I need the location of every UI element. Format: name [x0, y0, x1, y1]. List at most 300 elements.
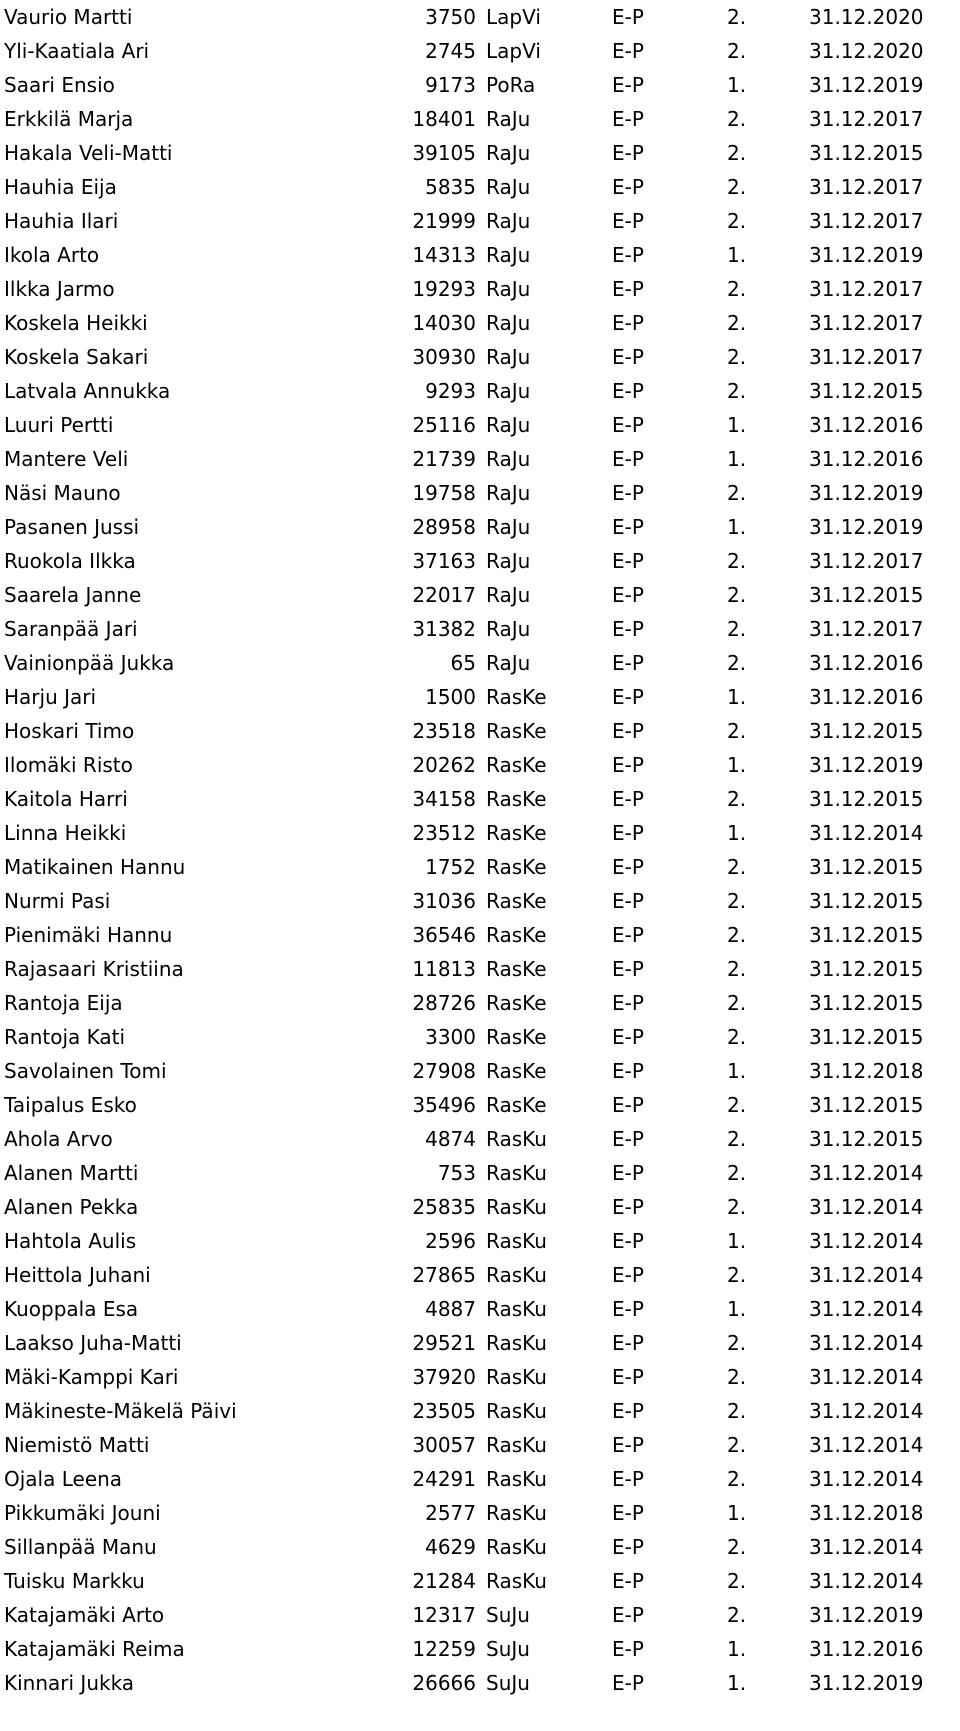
- table-row: [0, 918, 960, 952]
- club-code: RasKu: [486, 1161, 547, 1185]
- class-code: E-P: [612, 957, 644, 981]
- order-number: 2.: [727, 481, 747, 505]
- class-code: E-P: [612, 1331, 644, 1355]
- table-row: [0, 884, 960, 918]
- person-name: Ikola Arto: [4, 243, 100, 267]
- club-code: RasKe: [486, 1093, 547, 1117]
- club-code: RasKu: [486, 1501, 547, 1525]
- person-name: Koskela Heikki: [4, 311, 148, 335]
- person-name: Katajamäki Reima: [4, 1637, 185, 1661]
- person-name: Hauhia Ilari: [4, 209, 119, 233]
- member-number: 4629: [425, 1535, 476, 1559]
- table-row: [0, 612, 960, 646]
- table-row: [0, 1224, 960, 1258]
- valid-until-date: 31.12.2015: [809, 923, 924, 947]
- table-row: [0, 1190, 960, 1224]
- order-number: 2.: [727, 1569, 747, 1593]
- valid-until-date: 31.12.2017: [809, 549, 924, 573]
- table-row: [0, 782, 960, 816]
- member-number: 18401: [412, 107, 476, 131]
- table-row: [0, 1292, 960, 1326]
- valid-until-date: 31.12.2016: [809, 651, 924, 675]
- person-name: Mäkineste-Mäkelä Päivi: [4, 1399, 237, 1423]
- club-code: RaJu: [486, 345, 531, 369]
- club-code: RaJu: [486, 311, 531, 335]
- table-row: [0, 1156, 960, 1190]
- member-number: 23512: [412, 821, 476, 845]
- valid-until-date: 31.12.2020: [809, 39, 924, 63]
- order-number: 1.: [727, 1637, 747, 1661]
- member-number: 9293: [425, 379, 476, 403]
- table-row: [0, 476, 960, 510]
- club-code: RasKe: [486, 787, 547, 811]
- club-code: RasKe: [486, 1025, 547, 1049]
- member-number: 25116: [412, 413, 476, 437]
- person-name: Koskela Sakari: [4, 345, 149, 369]
- valid-until-date: 31.12.2014: [809, 1433, 924, 1457]
- club-code: RasKe: [486, 889, 547, 913]
- order-number: 2.: [727, 1433, 747, 1457]
- club-code: RaJu: [486, 651, 531, 675]
- club-code: RasKe: [486, 991, 547, 1015]
- table-row: [0, 1360, 960, 1394]
- member-number: 37163: [412, 549, 476, 573]
- class-code: E-P: [612, 1127, 644, 1151]
- table-row: [0, 646, 960, 680]
- club-code: RasKu: [486, 1297, 547, 1321]
- member-number: 2745: [425, 39, 476, 63]
- order-number: 2.: [727, 1535, 747, 1559]
- club-code: RasKu: [486, 1365, 547, 1389]
- member-number: 3300: [425, 1025, 476, 1049]
- valid-until-date: 31.12.2015: [809, 719, 924, 743]
- person-name: Pikkumäki Jouni: [4, 1501, 161, 1525]
- table-row: [0, 1394, 960, 1428]
- class-code: E-P: [612, 1025, 644, 1049]
- valid-until-date: 31.12.2019: [809, 753, 924, 777]
- valid-until-date: 31.12.2019: [809, 1671, 924, 1695]
- table-row: [0, 1666, 960, 1700]
- class-code: E-P: [612, 1535, 644, 1559]
- order-number: 2.: [727, 141, 747, 165]
- valid-until-date: 31.12.2015: [809, 991, 924, 1015]
- member-number: 9173: [425, 73, 476, 97]
- person-name: Pasanen Jussi: [4, 515, 140, 539]
- table-row: [0, 1564, 960, 1598]
- club-code: PoRa: [486, 73, 536, 97]
- valid-until-date: 31.12.2017: [809, 107, 924, 131]
- class-code: E-P: [612, 651, 644, 675]
- table-row: [0, 748, 960, 782]
- class-code: E-P: [612, 991, 644, 1015]
- valid-until-date: 31.12.2017: [809, 175, 924, 199]
- person-name: Vaurio Martti: [4, 5, 133, 29]
- person-name: Tuisku Markku: [4, 1569, 145, 1593]
- class-code: E-P: [612, 923, 644, 947]
- person-name: Mäki-Kamppi Kari: [4, 1365, 179, 1389]
- table-row: [0, 170, 960, 204]
- person-name: Näsi Mauno: [4, 481, 121, 505]
- table-row: [0, 34, 960, 68]
- member-number: 753: [437, 1161, 476, 1185]
- valid-until-date: 31.12.2014: [809, 821, 924, 845]
- valid-until-date: 31.12.2017: [809, 209, 924, 233]
- person-name: Alanen Pekka: [4, 1195, 139, 1219]
- member-number: 22017: [412, 583, 476, 607]
- order-number: 1.: [727, 447, 747, 471]
- club-code: RaJu: [486, 617, 531, 641]
- table-row: [0, 238, 960, 272]
- member-number: 1752: [425, 855, 476, 879]
- person-name: Hauhia Eija: [4, 175, 117, 199]
- member-number: 37920: [412, 1365, 476, 1389]
- person-name: Saari Ensio: [4, 73, 115, 97]
- club-code: RasKu: [486, 1229, 547, 1253]
- order-number: 2.: [727, 107, 747, 131]
- order-number: 2.: [727, 1127, 747, 1151]
- class-code: E-P: [612, 1195, 644, 1219]
- club-code: RaJu: [486, 107, 531, 131]
- club-code: LapVi: [486, 5, 541, 29]
- table-row: [0, 136, 960, 170]
- table-row: [0, 544, 960, 578]
- person-name: Alanen Martti: [4, 1161, 139, 1185]
- club-code: SuJu: [486, 1603, 530, 1627]
- member-number: 4874: [425, 1127, 476, 1151]
- valid-until-date: 31.12.2016: [809, 1637, 924, 1661]
- order-number: 1.: [727, 73, 747, 97]
- valid-until-date: 31.12.2018: [809, 1059, 924, 1083]
- order-number: 2.: [727, 1399, 747, 1423]
- order-number: 2.: [727, 1467, 747, 1491]
- table-row: [0, 1598, 960, 1632]
- table-row: [0, 340, 960, 374]
- class-code: E-P: [612, 1229, 644, 1253]
- order-number: 2.: [727, 311, 747, 335]
- member-number: 30930: [412, 345, 476, 369]
- club-code: RasKe: [486, 685, 547, 709]
- class-code: E-P: [612, 5, 644, 29]
- table-row: [0, 714, 960, 748]
- order-number: 2.: [727, 277, 747, 301]
- member-number: 31382: [412, 617, 476, 641]
- valid-until-date: 31.12.2019: [809, 73, 924, 97]
- class-code: E-P: [612, 379, 644, 403]
- member-number: 29521: [412, 1331, 476, 1355]
- club-code: RasKu: [486, 1433, 547, 1457]
- member-number: 39105: [412, 141, 476, 165]
- order-number: 2.: [727, 991, 747, 1015]
- member-number: 23518: [412, 719, 476, 743]
- class-code: E-P: [612, 1263, 644, 1287]
- valid-until-date: 31.12.2014: [809, 1229, 924, 1253]
- person-name: Sillanpää Manu: [4, 1535, 157, 1559]
- club-code: RaJu: [486, 243, 531, 267]
- order-number: 2.: [727, 889, 747, 913]
- class-code: E-P: [612, 209, 644, 233]
- table-row: [0, 1122, 960, 1156]
- class-code: E-P: [612, 583, 644, 607]
- class-code: E-P: [612, 515, 644, 539]
- order-number: 2.: [727, 1331, 747, 1355]
- member-number: 27865: [412, 1263, 476, 1287]
- club-code: SuJu: [486, 1671, 530, 1695]
- class-code: E-P: [612, 1637, 644, 1661]
- order-number: 1.: [727, 753, 747, 777]
- valid-until-date: 31.12.2014: [809, 1263, 924, 1287]
- valid-until-date: 31.12.2015: [809, 583, 924, 607]
- class-code: E-P: [612, 311, 644, 335]
- club-code: RasKe: [486, 719, 547, 743]
- table-row: [0, 442, 960, 476]
- person-name: Yli-Kaatiala Ari: [4, 39, 150, 63]
- class-code: E-P: [612, 1603, 644, 1627]
- order-number: 2.: [727, 617, 747, 641]
- order-number: 2.: [727, 957, 747, 981]
- table-row: [0, 816, 960, 850]
- club-code: RaJu: [486, 379, 531, 403]
- order-number: 2.: [727, 651, 747, 675]
- member-number: 27908: [412, 1059, 476, 1083]
- club-code: RaJu: [486, 583, 531, 607]
- club-code: RasKu: [486, 1399, 547, 1423]
- club-code: RaJu: [486, 413, 531, 437]
- member-number: 28726: [412, 991, 476, 1015]
- order-number: 1.: [727, 1229, 747, 1253]
- class-code: E-P: [612, 141, 644, 165]
- class-code: E-P: [612, 787, 644, 811]
- club-code: RasKu: [486, 1535, 547, 1559]
- class-code: E-P: [612, 855, 644, 879]
- person-name: Rantoja Kati: [4, 1025, 126, 1049]
- order-number: 1.: [727, 1671, 747, 1695]
- table-row: [0, 306, 960, 340]
- table-row: [0, 408, 960, 442]
- order-number: 1.: [727, 685, 747, 709]
- valid-until-date: 31.12.2016: [809, 413, 924, 437]
- member-number: 21284: [412, 1569, 476, 1593]
- person-name: Hakala Veli-Matti: [4, 141, 173, 165]
- person-name: Katajamäki Arto: [4, 1603, 165, 1627]
- table-row: [0, 204, 960, 238]
- table-row: [0, 1428, 960, 1462]
- member-number: 14030: [412, 311, 476, 335]
- class-code: E-P: [612, 345, 644, 369]
- valid-until-date: 31.12.2019: [809, 1603, 924, 1627]
- valid-until-date: 31.12.2019: [809, 515, 924, 539]
- valid-until-date: 31.12.2016: [809, 685, 924, 709]
- class-code: E-P: [612, 1399, 644, 1423]
- valid-until-date: 31.12.2015: [809, 1025, 924, 1049]
- order-number: 2.: [727, 1603, 747, 1627]
- club-code: SuJu: [486, 1637, 530, 1661]
- order-number: 2.: [727, 549, 747, 573]
- person-name: Ilkka Jarmo: [4, 277, 115, 301]
- table-row: [0, 952, 960, 986]
- person-name: Luuri Pertti: [4, 413, 114, 437]
- class-code: E-P: [612, 753, 644, 777]
- person-name: Harju Jari: [4, 685, 97, 709]
- club-code: RaJu: [486, 515, 531, 539]
- valid-until-date: 31.12.2014: [809, 1297, 924, 1321]
- valid-until-date: 31.12.2017: [809, 311, 924, 335]
- person-name: Ruokola Ilkka: [4, 549, 136, 573]
- person-name: Matikainen Hannu: [4, 855, 186, 879]
- table-row: [0, 0, 960, 34]
- member-number: 21999: [412, 209, 476, 233]
- table-row: [0, 1496, 960, 1530]
- valid-until-date: 31.12.2014: [809, 1195, 924, 1219]
- club-code: RaJu: [486, 175, 531, 199]
- class-code: E-P: [612, 549, 644, 573]
- order-number: 1.: [727, 1501, 747, 1525]
- class-code: E-P: [612, 1059, 644, 1083]
- member-number: 35496: [412, 1093, 476, 1117]
- member-number: 21739: [412, 447, 476, 471]
- member-number: 14313: [412, 243, 476, 267]
- valid-until-date: 31.12.2019: [809, 243, 924, 267]
- person-name: Pienimäki Hannu: [4, 923, 173, 947]
- class-code: E-P: [612, 39, 644, 63]
- valid-until-date: 31.12.2017: [809, 617, 924, 641]
- class-code: E-P: [612, 1365, 644, 1389]
- table-row: [0, 1088, 960, 1122]
- order-number: 2.: [727, 39, 747, 63]
- club-code: RasKu: [486, 1127, 547, 1151]
- member-number: 25835: [412, 1195, 476, 1219]
- order-number: 2.: [727, 1093, 747, 1117]
- person-name: Hahtola Aulis: [4, 1229, 137, 1253]
- person-name: Saranpää Jari: [4, 617, 138, 641]
- class-code: E-P: [612, 175, 644, 199]
- order-number: 2.: [727, 1195, 747, 1219]
- club-code: LapVi: [486, 39, 541, 63]
- person-name: Ojala Leena: [4, 1467, 123, 1491]
- class-code: E-P: [612, 1569, 644, 1593]
- order-number: 2.: [727, 1263, 747, 1287]
- person-name: Kaitola Harri: [4, 787, 128, 811]
- order-number: 1.: [727, 243, 747, 267]
- class-code: E-P: [612, 73, 644, 97]
- class-code: E-P: [612, 1161, 644, 1185]
- member-number: 12317: [412, 1603, 476, 1627]
- class-code: E-P: [612, 889, 644, 913]
- member-number: 2596: [425, 1229, 476, 1253]
- valid-until-date: 31.12.2014: [809, 1161, 924, 1185]
- person-name: Taipalus Esko: [4, 1093, 137, 1117]
- class-code: E-P: [612, 821, 644, 845]
- valid-until-date: 31.12.2015: [809, 379, 924, 403]
- table-row: [0, 986, 960, 1020]
- class-code: E-P: [612, 481, 644, 505]
- class-code: E-P: [612, 617, 644, 641]
- club-code: RasKu: [486, 1263, 547, 1287]
- order-number: 1.: [727, 1297, 747, 1321]
- person-name: Laakso Juha-Matti: [4, 1331, 182, 1355]
- valid-until-date: 31.12.2015: [809, 855, 924, 879]
- member-number: 11813: [412, 957, 476, 981]
- order-number: 1.: [727, 413, 747, 437]
- table-row: [0, 1530, 960, 1564]
- person-name: Rantoja Eija: [4, 991, 123, 1015]
- class-code: E-P: [612, 1501, 644, 1525]
- table-row: [0, 374, 960, 408]
- person-name: Nurmi Pasi: [4, 889, 111, 913]
- person-name: Hoskari Timo: [4, 719, 135, 743]
- club-code: RasKu: [486, 1331, 547, 1355]
- club-code: RasKe: [486, 855, 547, 879]
- order-number: 1.: [727, 1059, 747, 1083]
- valid-until-date: 31.12.2016: [809, 447, 924, 471]
- table-row: [0, 850, 960, 884]
- table-row: [0, 68, 960, 102]
- person-name: Mantere Veli: [4, 447, 129, 471]
- person-name: Kuoppala Esa: [4, 1297, 139, 1321]
- table-row: [0, 1326, 960, 1360]
- member-number: 31036: [412, 889, 476, 913]
- order-number: 2.: [727, 1365, 747, 1389]
- member-number: 12259: [412, 1637, 476, 1661]
- member-number: 28958: [412, 515, 476, 539]
- valid-until-date: 31.12.2014: [809, 1331, 924, 1355]
- valid-until-date: 31.12.2014: [809, 1569, 924, 1593]
- order-number: 2.: [727, 1025, 747, 1049]
- person-name: Kinnari Jukka: [4, 1671, 135, 1695]
- order-number: 2.: [727, 719, 747, 743]
- member-number: 20262: [412, 753, 476, 777]
- class-code: E-P: [612, 107, 644, 131]
- valid-until-date: 31.12.2017: [809, 345, 924, 369]
- order-number: 1.: [727, 515, 747, 539]
- valid-until-date: 31.12.2019: [809, 481, 924, 505]
- member-number: 3750: [425, 5, 476, 29]
- valid-until-date: 31.12.2014: [809, 1399, 924, 1423]
- member-number: 65: [450, 651, 476, 675]
- person-name: Ahola Arvo: [4, 1127, 113, 1151]
- club-code: RaJu: [486, 277, 531, 301]
- club-code: RaJu: [486, 481, 531, 505]
- order-number: 2.: [727, 175, 747, 199]
- club-code: RasKe: [486, 1059, 547, 1083]
- person-name: Rajasaari Kristiina: [4, 957, 184, 981]
- person-name: Savolainen Tomi: [4, 1059, 167, 1083]
- order-number: 2.: [727, 345, 747, 369]
- valid-until-date: 31.12.2015: [809, 1127, 924, 1151]
- club-code: RaJu: [486, 141, 531, 165]
- order-number: 2.: [727, 209, 747, 233]
- order-number: 2.: [727, 787, 747, 811]
- member-number: 4887: [425, 1297, 476, 1321]
- member-number: 34158: [412, 787, 476, 811]
- member-number: 5835: [425, 175, 476, 199]
- order-number: 2.: [727, 1161, 747, 1185]
- class-code: E-P: [612, 447, 644, 471]
- valid-until-date: 31.12.2014: [809, 1535, 924, 1559]
- valid-until-date: 31.12.2017: [809, 277, 924, 301]
- person-name: Saarela Janne: [4, 583, 142, 607]
- person-name: Latvala Annukka: [4, 379, 171, 403]
- member-number: 23505: [412, 1399, 476, 1423]
- person-name: Ilomäki Risto: [4, 753, 133, 777]
- club-code: RaJu: [486, 447, 531, 471]
- table-row: [0, 1632, 960, 1666]
- person-name: Heittola Juhani: [4, 1263, 151, 1287]
- member-number: 36546: [412, 923, 476, 947]
- table-row: [0, 510, 960, 544]
- member-number: 24291: [412, 1467, 476, 1491]
- valid-until-date: 31.12.2015: [809, 787, 924, 811]
- valid-until-date: 31.12.2020: [809, 5, 924, 29]
